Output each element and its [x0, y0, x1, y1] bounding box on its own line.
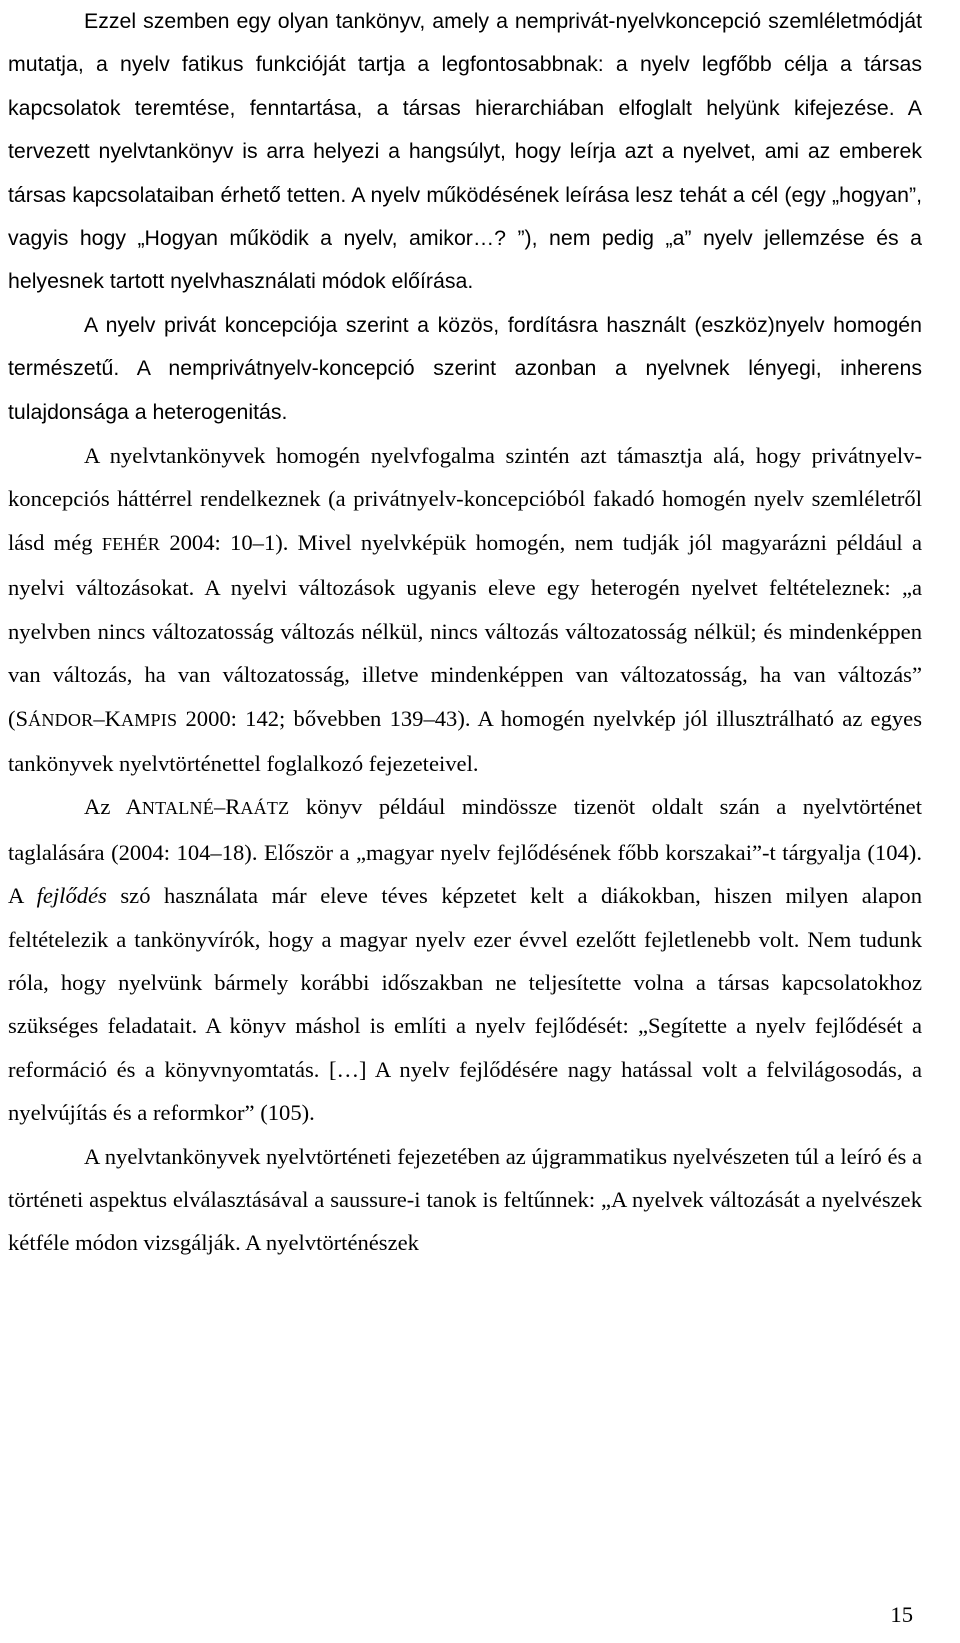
text-run: –K [93, 705, 121, 731]
text-run: szó használata már eleve téves képzetet kelt a diákokban, hiszen milyen alapon feltételezik a tankönyvírók, hogy a magyar nyelv ezer évvel ezelőtt fejletlenebb volt. Nem tudunk róla, hogy nyelvünk bármely korábbi időszakban ne teljesítette volna a társas kapcsolatokhoz szükséges feladatait. A könyv máshol is említi a nyelv fejlődését: „Segítette a nyelv fejlődését a reformáció és a könyvnyomtatás. […] A nyelv fejlődésére nagy hatással volt a felvilágosodás, a nyelvújítás és a reformkor” (105). [8, 883, 922, 1126]
small-caps-run: ÁNDOR [28, 709, 94, 730]
text-run: A nyelv privát koncepciója szerint a közös, fordításra használt (eszköz)nyelv homogén természetű. A nemprivátnyelv-koncepció szerint azonban a nyelvnek lényegi, inherens tulajdonsága a heterogenitás. [8, 312, 922, 424]
italic-run: fejlődés [36, 883, 107, 909]
text-run: A nyelvtankönyvek homogén nyelvfogalma szintén azt támasztja alá, hogy privátnyelv-koncepciós háttérrel rendelkeznek (a privátnyelv-koncepcióból fakadó homogén nyelv szemléletről lásd még [8, 443, 922, 555]
text-run: 2000: 142; bővebben 139–43). A homogén nyelvkép jól illusztrálható az egyes tankönyvek nyelvtörténettel foglalkozó fejezeteivel. [8, 705, 922, 776]
text-run: Az A [84, 794, 142, 820]
document-body [8, 0, 922, 1265]
small-caps-run: AÁTZ [240, 798, 290, 819]
small-caps-run: AMPIS [121, 709, 178, 730]
text-run: –R [213, 794, 241, 820]
paragraph-2 [8, 304, 922, 434]
text-run: A nyelvtankönyvek nyelvtörténeti fejezetében az újgrammatikus nyelvészeten túl a leíró és a történeti aspektus elválasztásával a saussure-i tanok is feltűnnek: „A nyelvek változását a nyelvészek kétféle módon vizsgálják. A nyelvtörténészek [8, 1143, 922, 1256]
paragraph-1 [8, 0, 922, 304]
page-number: 15 [890, 1602, 913, 1627]
text-run: 2004: 10–1). Mivel nyelvképük homogén, nem tudják jól magyarázni például a nyelvi változásokat. A nyelvi változások ugyanis eleve egy heterogén nyelvet feltételeznek: „a nyelvben nincs változatosság változás nélkül, nincs változás változatosság nélkül; és mindenképpen van változás, ha van változatosság, illetve mindenképpen van változatosság, ha van változás” (S [8, 529, 922, 731]
paragraph-3 [8, 434, 922, 785]
small-caps-run: FEHÉR [101, 533, 161, 554]
text-run: könyv például mindössze tizenöt oldalt szán a nyelvtörténet taglalására (2004: 104–18). Először a „magyar nyelv fejlődésének főbb korszakai”-t tárgyalja (104). A [8, 794, 922, 909]
paragraph-5 [8, 1135, 922, 1265]
small-caps-run: NTALNÉ [141, 798, 214, 819]
text-run: Ezzel szemben egy olyan tankönyv, amely a nemprivát-nyelvkoncepció szemléletmódját mutatja, a nyelv fatikus funkcióját tartja a legfontosabbnak: a nyelv legfőbb célja a társas kapcsolatok teremtése, fenntartása, a társas hierarchiában elfoglalt helyünk kifejezése. A tervezett nyelvtankönyv is arra helyezi a hangsúlyt, hogy leírja azt a nyelvet, ami az emberek társas kapcsolataiban érhető tetten. A nyelv működésének leírása lesz tehát a cél (egy „hogyan”, vagyis hogy „Hogyan működik a nyelv, amikor…? ”), nem pedig „a” nyelv jellemzése és a helyesnek tartott nyelvhasználati módok előírása. [8, 9, 922, 294]
paragraph-4 [8, 785, 922, 1134]
